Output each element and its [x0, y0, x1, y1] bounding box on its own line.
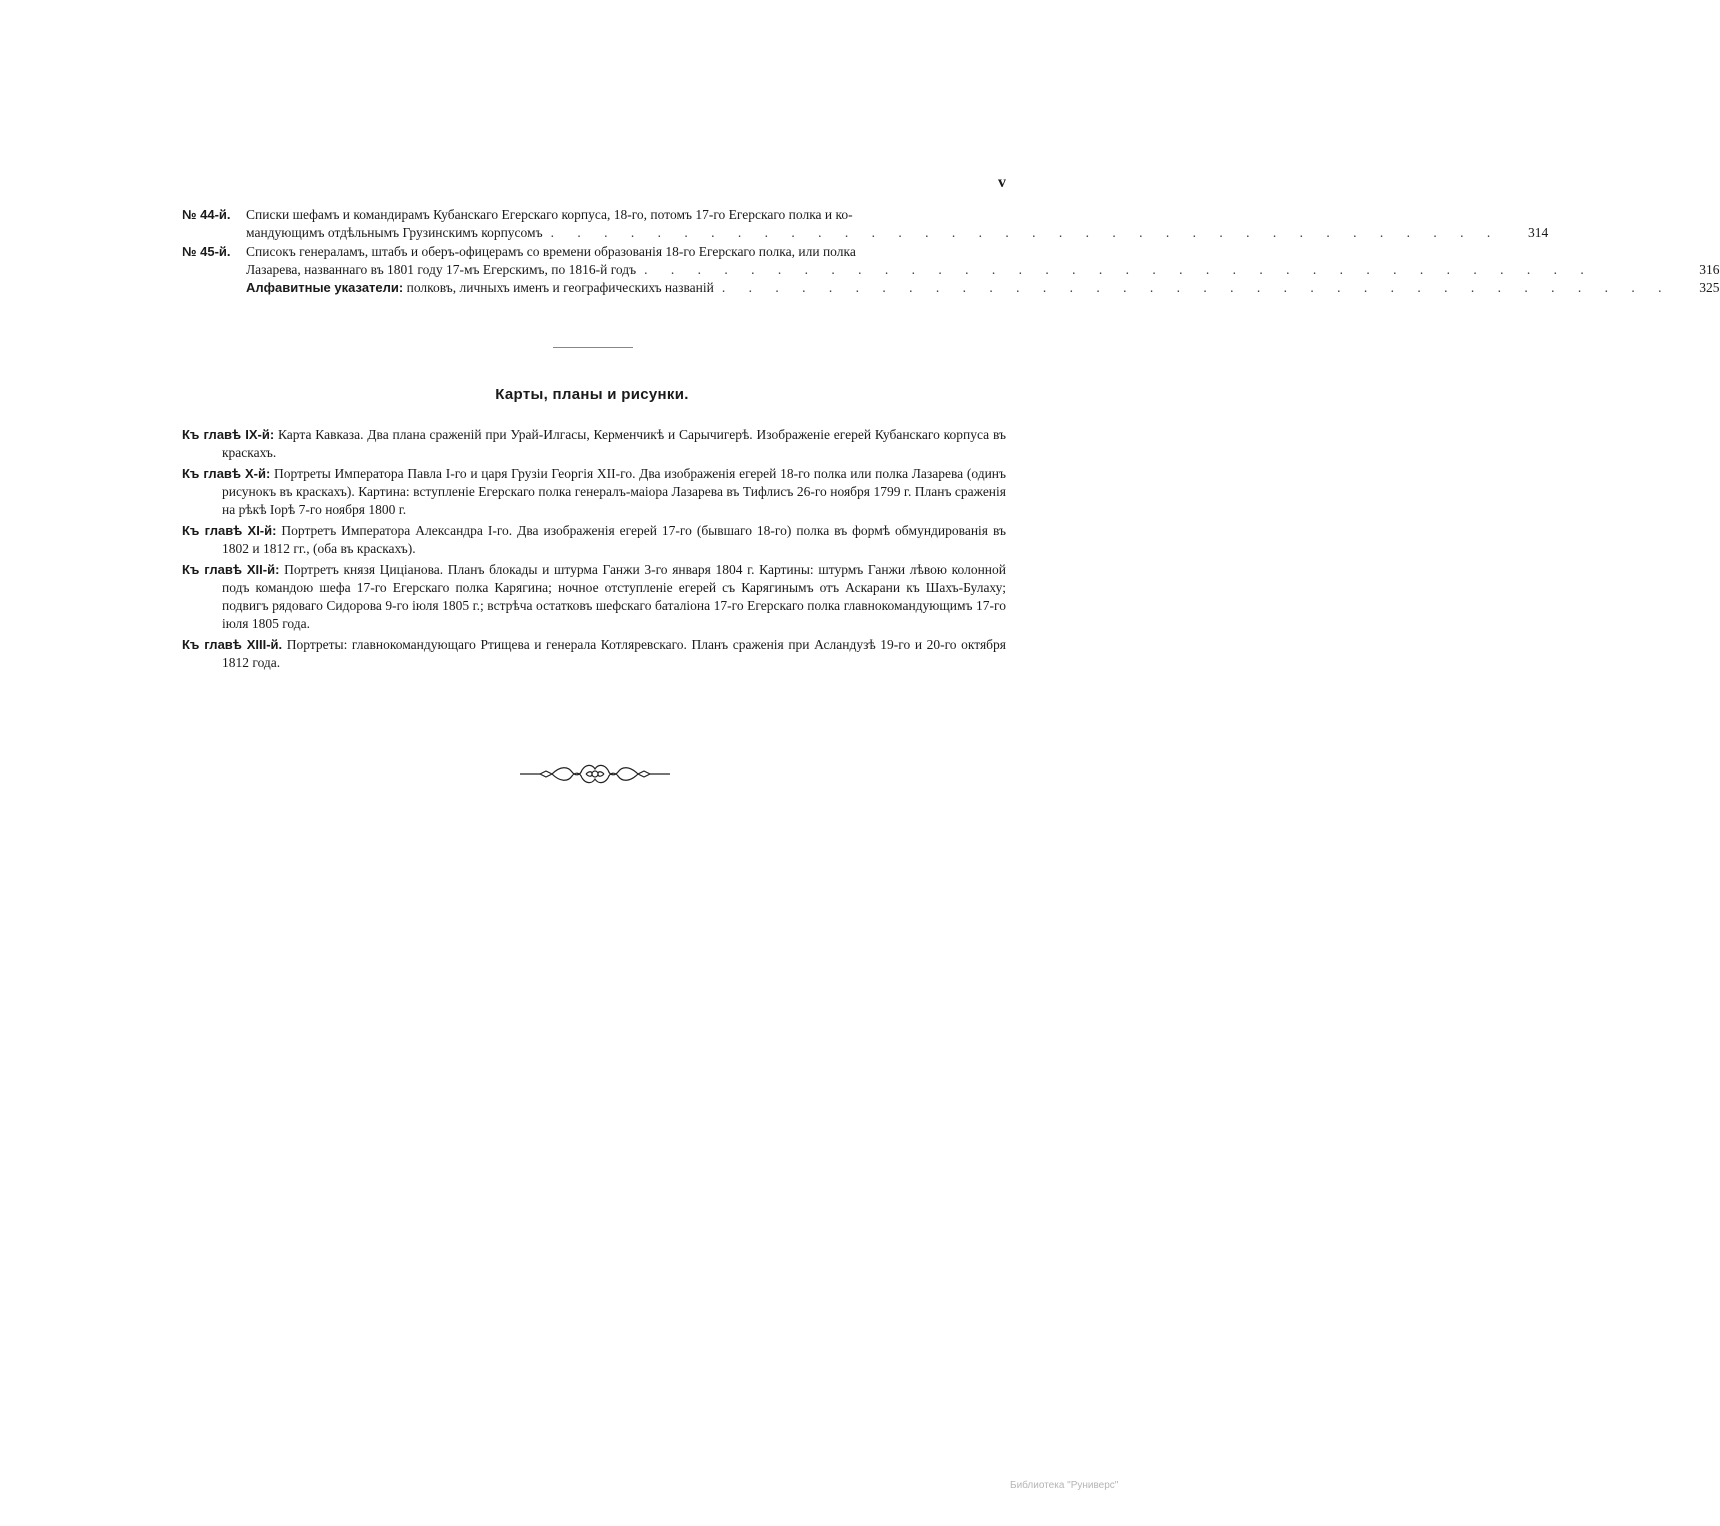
section-title: Карты, планы и рисунки.	[495, 386, 689, 403]
maps-list	[182, 426, 1006, 675]
list-item	[182, 522, 1006, 558]
toc-entry-number: № 45-й.	[182, 244, 231, 259]
chapter-label: Къ главѣ X-й:	[182, 466, 271, 481]
list-item	[182, 465, 1006, 519]
chapter-label: Къ главѣ XIII-й.	[182, 637, 283, 652]
toc-line	[246, 206, 1548, 224]
toc-line-text: Списокъ генераламъ, штабъ и оберъ-офицерамъ со времени образованія 18-го Егерскаго полка, или полка	[246, 244, 856, 259]
toc-line-text: Списки шефамъ и командирамъ Кубанскаго Егерскаго корпуса, 18-го, потомъ 17-го Егерскаго полка и ко-	[246, 207, 853, 222]
toc-page-number: 314	[1527, 225, 1549, 240]
toc-line	[246, 261, 1720, 279]
dot-leader: . . . . . . . . . . . . . . . . . . . . . . . . . . . . . . . . . . . .	[721, 280, 1672, 295]
chapter-description: Портретъ князя Цицiанова. Планъ блокады и штурма Ганжи 3-го января 1804 г. Картины: штурмъ Ганжи лѣвою колонной подъ командою шефа 17-го Егерскаго полка Карягина; ночное отступленіе егерей съ Карягинымъ отъ Аскарани къ Шахъ-Булаху; подвигъ рядоваго Сидорова 9-го іюля 1805 г.; встрѣча остатковъ шефскаго баталіона 17-го Егерскаго полка главнокомандующимъ 17-го іюля 1805 года.	[222, 562, 1006, 631]
ornament-divider	[520, 762, 670, 786]
list-item	[182, 426, 1006, 462]
toc-line-text: мандующимъ отдѣльнымъ Грузинскимъ корпусомъ	[246, 225, 543, 240]
alphabetical-label: Алфавитные указатели:	[246, 280, 404, 295]
toc-page-number: 325	[1699, 280, 1720, 295]
toc-alphabetical-line	[246, 279, 1720, 297]
chapter-description: Портреты: главнокомандующаго Ртищева и генерала Котляревскаго. Планъ сраженія при Асландузѣ 19-го и 20-го октября 1812 года.	[222, 637, 1007, 670]
toc-entry-number: № 44-й.	[182, 207, 231, 222]
chapter-label: Къ главѣ XI-й:	[182, 523, 277, 538]
toc-entry-body	[246, 243, 1720, 297]
toc-line-text: Лазарева, названнаго въ 1801 году 17-мъ Егерскимъ, по 1816-й годъ	[246, 262, 637, 277]
toc-entry-44	[182, 206, 1549, 242]
chapter-label: Къ главѣ XII-й:	[182, 562, 280, 577]
toc-line	[246, 243, 1720, 261]
page-number: v	[998, 174, 1006, 191]
library-watermark: Библиотека "Руниверс"	[1010, 1480, 1119, 1491]
chapter-label: Къ главѣ IX-й:	[182, 427, 275, 442]
list-item	[182, 561, 1006, 633]
alphabetical-text: полковъ, личныхъ именъ и географическихъ названій	[406, 280, 714, 295]
section-divider	[553, 347, 633, 348]
toc-line	[246, 224, 1548, 242]
chapter-description: Портретъ Императора Александра I-го. Два изображенія егерей 17-го (бывшаго 18-го) полка въ формѣ обмундированія въ 1802 и 1812 гг., (оба въ краскахъ).	[222, 523, 1006, 556]
toc-entry-45	[182, 243, 1720, 297]
dot-leader: . . . . . . . . . . . . . . . . . . . . . . . . . . . . . . . . . . . .	[550, 225, 1501, 240]
list-item	[182, 636, 1006, 672]
chapter-description: Карта Кавказа. Два плана сраженій при Урай-Илгасы, Керменчикѣ и Сарычигерѣ. Изображеніе егерей Кубанскаго корпуса въ краскахъ.	[222, 427, 1006, 460]
table-of-contents	[182, 206, 1720, 298]
dot-leader: . . . . . . . . . . . . . . . . . . . . . . . . . . . . . . . . . . . .	[644, 262, 1594, 277]
toc-entry-body	[246, 206, 1548, 242]
toc-page-number: 316	[1699, 262, 1720, 277]
chapter-description: Портреты Императора Павла I-го и царя Грузіи Георгія XII-го. Два изображенія егерей 18-го полка или полка Лазарева (одинъ рисунокъ въ краскахъ). Картина: вступленіе Егерскаго полка генералъ-маіора Лазарева въ Тифлисъ 26-го ноября 1799 г. Планъ сраженія на рѣкѣ Іорѣ 7-го ноября 1800 г.	[222, 466, 1007, 517]
